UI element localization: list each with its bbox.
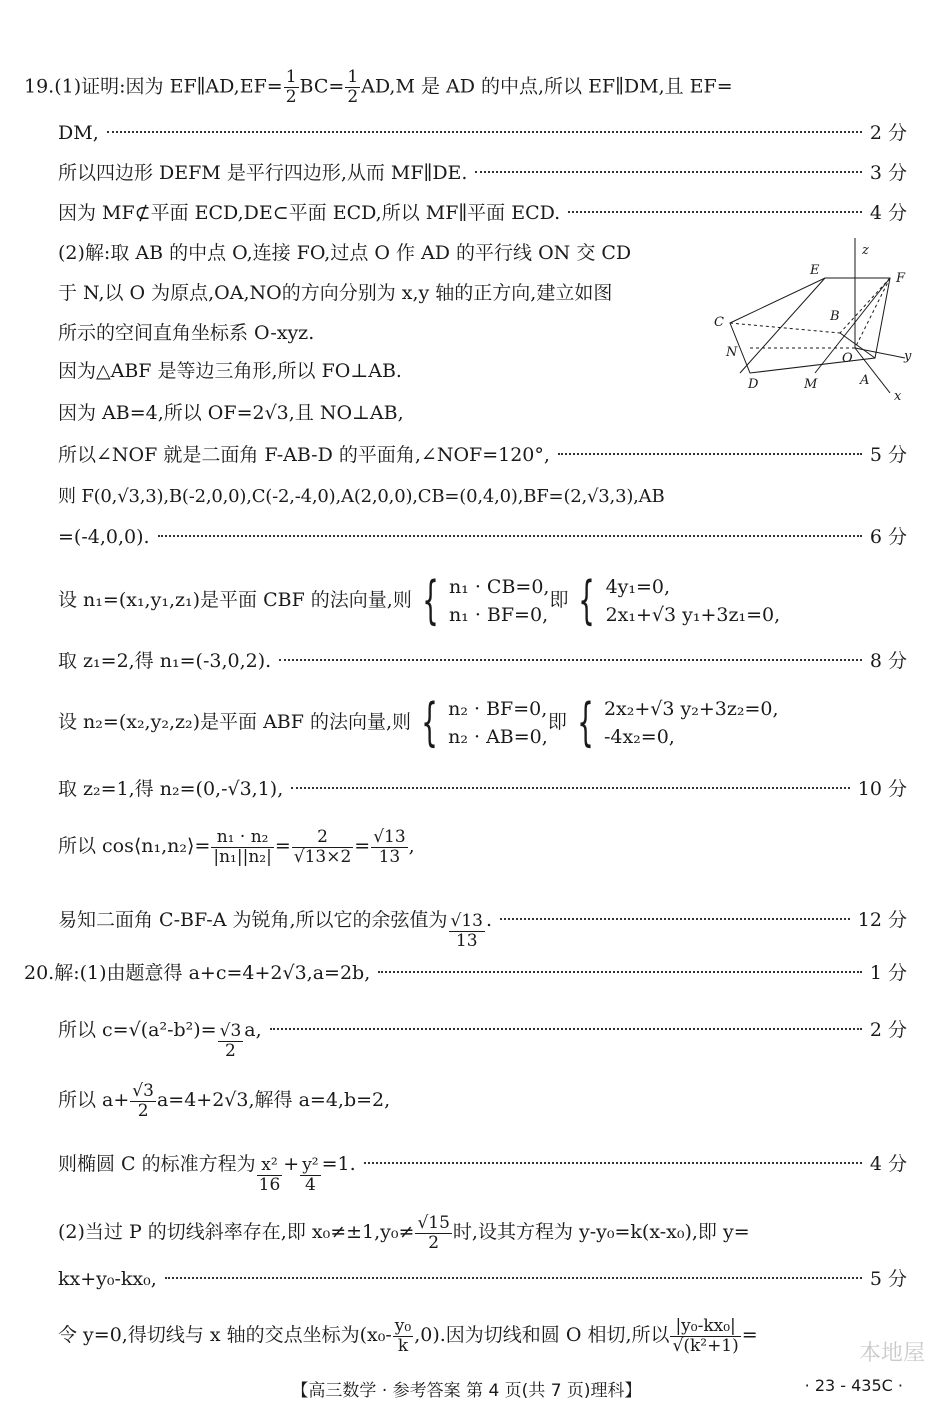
q19-line-6: 于 N,以 O 为原点,OA,NO的方向分别为 x,y 轴的正方向,建立如图 bbox=[58, 282, 613, 304]
label-y: y bbox=[904, 349, 912, 364]
score: 2 分 bbox=[869, 122, 907, 144]
q19-line-2: DM, 2 分 bbox=[58, 118, 907, 148]
q19-line-11: 则 F(0,√3,3),B(-2,0,0),C(-2,-4,0),A(2,0,0),CB=(0,4,0),BF=(2,√3,3),AB bbox=[58, 486, 665, 507]
edge-fo bbox=[855, 278, 890, 348]
q19-line-14: 取 z₁=2,得 n₁=(-3,0,2). 8 分 bbox=[58, 646, 907, 676]
label-e: E bbox=[810, 263, 820, 278]
q19-line-10: 所以∠NOF 就是二面角 F-AB-D 的平面角,∠NOF=120°, 5 分 bbox=[58, 440, 907, 470]
q20-line-4: 则椭圆 C 的标准方程为 $\frac{\text{x²}}{16}$ + $\frac{\text{y²}}{4}$ =1. 4 分 bbox=[58, 1140, 907, 1195]
q20-line-7: 令 y=0,得切线与 x 轴的交点坐标为(x₀- $\frac{\text{y₀}}{k}$ ,0).因为切线和圆 O 相切,所以 $\frac{\text{|y₀-kx₀|}}{\text{√(k²+1)}}$ = bbox=[58, 1315, 758, 1356]
dot-leader bbox=[475, 171, 861, 173]
dot-leader bbox=[107, 131, 862, 133]
fraction: $\frac{\text{x²}}{16}$ bbox=[258, 1155, 281, 1195]
label-f: F bbox=[896, 271, 906, 286]
q19-line-3: 所以四边形 DEFM 是平行四边形,从而 MF∥DE. 3 分 bbox=[58, 158, 907, 188]
edge-ed bbox=[740, 278, 825, 373]
equation-system: { n₂ · BF=0, n₂ · AB=0, bbox=[421, 693, 548, 753]
fraction: $\frac{\text{y²}}{4}$ bbox=[302, 1155, 319, 1195]
label-b: B bbox=[830, 309, 840, 324]
geometry-figure bbox=[700, 238, 920, 408]
score: 8 分 bbox=[869, 650, 907, 672]
q20-line-2: 所以 c=√(a²-b²)= $\frac{√3}{2}$ a, 2 分 bbox=[58, 1006, 907, 1061]
q20-line-3: 所以 a+ $\frac{√3}{2}$ a=4+2√3,解得 a=4,b=2, bbox=[58, 1080, 391, 1121]
equation-system: { 4y₁=0, 2x₁+√3 y₁+3z₁=0, bbox=[578, 571, 781, 631]
score: 1 分 bbox=[869, 962, 907, 984]
score: 10 分 bbox=[857, 778, 907, 800]
label-x: x bbox=[894, 389, 902, 404]
label-n: N bbox=[726, 345, 738, 360]
label-z: z bbox=[862, 243, 869, 258]
q19-line-1: 19.(1)证明:因为 EF∥AD,EF= $\frac{1}{2}$ BC= $\frac{1}{2}$ AD,M 是 AD 的中点,所以 EF∥DM,且 EF= bbox=[24, 67, 733, 107]
dot-leader bbox=[279, 659, 862, 661]
equation-system: { 2x₂+√3 y₂+3z₂=0, -4x₂=0, bbox=[577, 693, 779, 753]
label-a: A bbox=[860, 373, 870, 388]
dot-leader bbox=[158, 535, 862, 537]
score: 3 分 bbox=[869, 162, 907, 184]
watermark: 本地屋 bbox=[858, 1341, 925, 1366]
dot-leader bbox=[558, 453, 862, 455]
fraction: $\frac{\text{n₁ · n₂}}{\text{|n₁||n₂|}}$ bbox=[213, 826, 272, 867]
edge-cb bbox=[730, 323, 840, 333]
q19-line-4: 因为 MF⊄平面 ECD,DE⊂平面 ECD,所以 MF∥平面 ECD. 4 分 bbox=[58, 198, 907, 228]
fraction: $\frac{√13}{13}$ bbox=[373, 826, 406, 867]
equation-system: { n₁ · CB=0, n₁ · BF=0, bbox=[422, 571, 550, 631]
label-m: M bbox=[804, 377, 818, 392]
q19-line-15: 设 n₂=(x₂,y₂,z₂)是平面 ABF 的法向量,则 { n₂ · BF=0, n₂ · AB=0, 即 { 2x₂+√3 y₂+3z₂=0, -4x₂=0, bbox=[58, 693, 779, 753]
fraction: $\frac{1}{2}$ bbox=[285, 67, 297, 107]
label-d: D bbox=[748, 377, 759, 392]
dot-leader bbox=[165, 1277, 862, 1279]
page-footer: 【高三数学 · 参考答案 第 4 页(共 7 页)理科】 bbox=[291, 1381, 642, 1401]
fraction: $\frac{√13}{13}$ bbox=[450, 911, 483, 951]
q20-line-1: 20.解:(1)由题意得 a+c=4+2√3,a=2b, 1 分 bbox=[24, 958, 907, 988]
dot-leader bbox=[364, 1162, 862, 1164]
dot-leader bbox=[291, 787, 850, 789]
dot-leader bbox=[270, 1028, 862, 1030]
q19-line-13: 设 n₁=(x₁,y₁,z₁)是平面 CBF 的法向量,则 { n₁ · CB=0, n₁ · BF=0, 即 { 4y₁=0, 2x₁+√3 y₁+3z₁=0, bbox=[58, 571, 781, 631]
fraction: $\frac{√3}{2}$ bbox=[132, 1080, 154, 1121]
score: 4 分 bbox=[869, 202, 907, 224]
q19-line-12: =(-4,0,0). 6 分 bbox=[58, 522, 907, 552]
q19-line-8: 因为△ABF 是等边三角形,所以 FO⊥AB. bbox=[58, 360, 402, 382]
fraction: $\frac{\text{|y₀-kx₀|}}{\text{√(k²+1)}}$ bbox=[672, 1315, 739, 1356]
fraction: $\frac{\text{y₀}}{k}$ bbox=[394, 1315, 412, 1356]
score: 2 分 bbox=[869, 1019, 907, 1041]
dot-leader bbox=[378, 971, 862, 973]
score: 12 分 bbox=[857, 909, 907, 931]
fraction: $\frac{√15}{2}$ bbox=[417, 1212, 450, 1253]
label-o: O bbox=[842, 351, 853, 366]
q20-line-5: (2)当过 P 的切线斜率存在,即 x₀≠±1,y₀≠ $\frac{√15}{2}$ 时,设其方程为 y-y₀=k(x-x₀),即 y= bbox=[58, 1212, 750, 1253]
fraction: $\frac{1}{2}$ bbox=[347, 67, 359, 107]
doc-code: · 23 - 435C · bbox=[804, 1376, 903, 1395]
q20-line-6: kx+y₀-kx₀, 5 分 bbox=[58, 1264, 907, 1294]
score: 5 分 bbox=[869, 444, 907, 466]
q19-line-5: (2)解:取 AB 的中点 O,连接 FO,过点 O 作 AD 的平行线 ON 交 CD bbox=[58, 242, 632, 264]
edge-fb bbox=[840, 278, 890, 333]
q19-line-16: 取 z₂=1,得 n₂=(0,-√3,1), 10 分 bbox=[58, 774, 907, 804]
q19-line-7: 所示的空间直角坐标系 O-xyz. bbox=[58, 322, 315, 344]
q19-line-18: 易知二面角 C-BF-A 为锐角,所以它的余弦值为 $\frac{√13}{13}$ . 12 分 bbox=[58, 898, 907, 951]
fraction: $\frac{2}{√13\times 2}$ bbox=[293, 826, 352, 867]
score: 4 分 bbox=[869, 1153, 907, 1175]
fraction: $\frac{√3}{2}$ bbox=[219, 1021, 242, 1061]
score: 5 分 bbox=[869, 1268, 907, 1290]
q19-line-9: 因为 AB=4,所以 OF=2√3,且 NO⊥AB, bbox=[58, 402, 404, 424]
dot-leader bbox=[500, 918, 850, 920]
score: 6 分 bbox=[869, 526, 907, 548]
label-c: C bbox=[714, 315, 724, 330]
dot-leader bbox=[568, 211, 862, 213]
q19-line-17: 所以 cos⟨n₁,n₂⟩= $\frac{\text{n₁ · n₂}}{\text{|n₁||n₂|}}$ = $\frac{2}{√13\times 2}$ = $\frac{√13}{13}$ , bbox=[58, 826, 415, 867]
